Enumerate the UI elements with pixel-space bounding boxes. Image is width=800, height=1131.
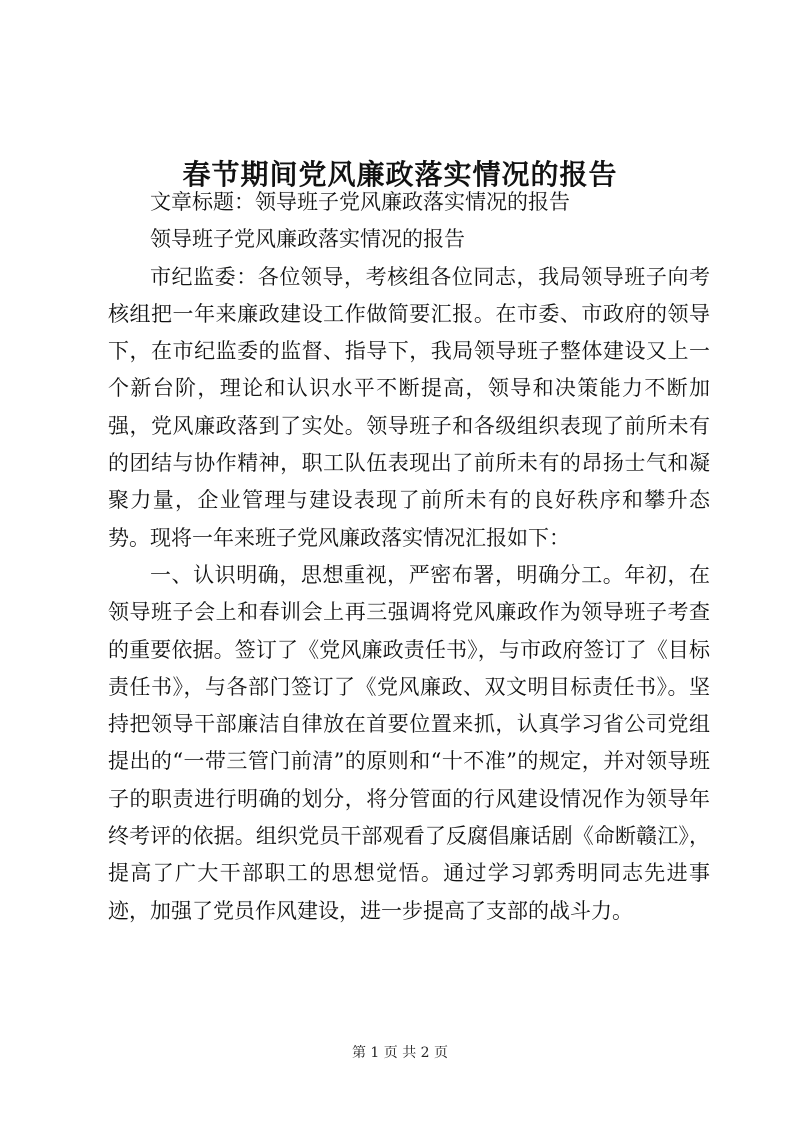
page-number-footer: 第 1 页 共 2 页 xyxy=(351,1045,449,1061)
paragraph-section-one: 一、认识明确，思想重视，严密布署，明确分工。年初，在领导班子会上和春训会上再三强调将党风廉政作为领导班子考查的重要依据。签订了《党风廉政责任书》，与市政府签订了《目标责任书》，与各部门签订了《党风廉政、双文明目标责任书》。坚持把领导干部廉洁自律放在首要位置来抓，认真学习省公司党组提出的“一带三管门前清”的原则和“十不准”的规定，并对领导班子的职责进行明确的划分，将分管面的行风建设情况作为领导年终考评的依据。组织党员干部观看了反腐倡廉话剧《命断赣江》，提高了广大干部职工的思想觉悟。通过学习郭秀明同志先进事迹，加强了党员作风建设，进一步提高了支部的战斗力。 xyxy=(108,562,710,923)
paragraph-introduction: 市纪监委：各位领导，考核组各位同志，我局领导班子向考核组把一年来廉政建设工作做简要汇报。在市委、市政府的领导下，在市纪监委的监督、指导下，我局领导班子整体建设又上一个新台阶，理论和认识水平不断提高，领导和决策能力不断加强，党风廉政落到了实处。领导班子和各级组织表现了前所未有的团结与协作精神，职工队伍表现出了前所未有的昂扬士气和凝聚力量，企业管理与建设表现了前所未有的良好秩序和攀升态势。现将一年来班子党风廉政落实情况汇报如下： xyxy=(108,264,710,550)
document-body xyxy=(108,184,710,930)
article-title-line: 文章标题：领导班子党风廉政落实情况的报告 xyxy=(150,190,570,214)
report-heading: 领导班子党风廉政落实情况的报告 xyxy=(150,227,465,252)
page-title: 春节期间党风廉政落实情况的报告 xyxy=(182,157,618,191)
